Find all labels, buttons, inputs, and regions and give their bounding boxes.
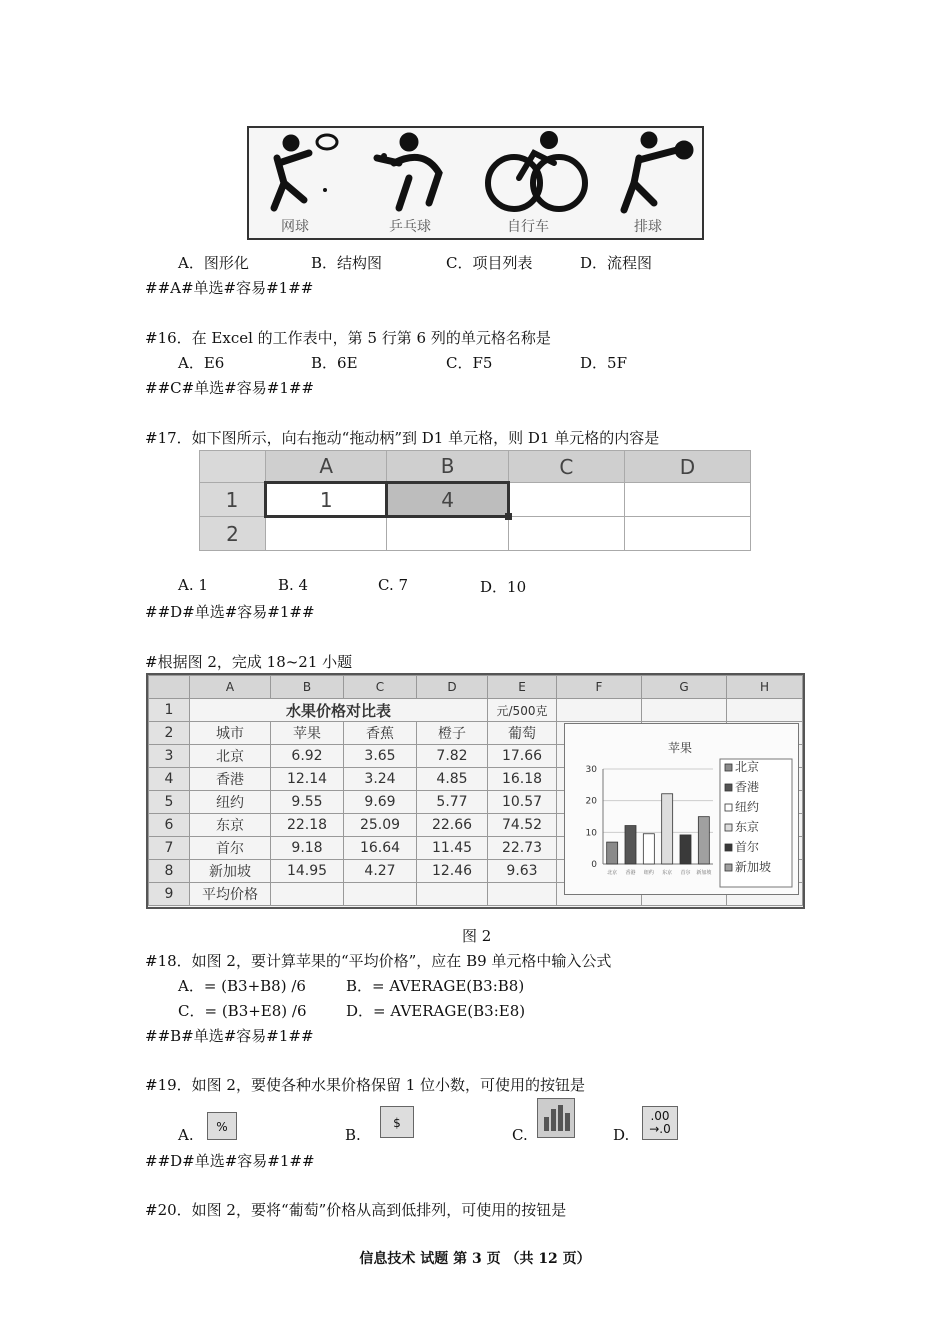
fig2-col-f: F <box>557 676 642 699</box>
chart-bars-icon <box>538 1099 574 1137</box>
q17-answer-tag: ##D#单选#容易#1## <box>145 603 315 621</box>
col-header-d: D <box>624 451 750 483</box>
q15-option-d: D．流程图 <box>580 254 653 272</box>
figure-2-caption: 图 2 <box>462 927 492 945</box>
percent-style-icon: % <box>207 1112 237 1140</box>
q16-option-b: B．6E <box>311 354 358 372</box>
table-cell: 9.18 <box>271 837 344 860</box>
q15-option-a: A．图形化 <box>178 254 249 272</box>
table-cell: 3.65 <box>344 745 417 768</box>
table-cell: 7.82 <box>417 745 488 768</box>
cell-a2 <box>266 517 387 551</box>
q19-option-a: A. <box>178 1126 194 1144</box>
table-cell: 9.69 <box>344 791 417 814</box>
table-cell: 3.24 <box>344 768 417 791</box>
cell-d2 <box>624 517 750 551</box>
q19-option-d: D. <box>613 1126 630 1144</box>
legend-label: 纽约 <box>735 800 760 814</box>
y-tick-label: 10 <box>585 828 597 839</box>
y-tick-label: 0 <box>591 860 597 870</box>
table-cell: 4.85 <box>417 768 488 791</box>
bar-5 <box>680 835 691 864</box>
fig2-col-b: B <box>271 676 344 699</box>
table-cell: 9.55 <box>271 791 344 814</box>
cell-c2 <box>508 517 624 551</box>
q15-option-c: C．项目列表 <box>446 254 533 272</box>
q18-stem: #18．如图 2，要计算苹果的“平均价格”，应在 B9 单元格中输入公式 <box>145 952 612 970</box>
legend-swatch <box>725 764 732 771</box>
row-header-2: 2 <box>200 517 266 551</box>
row-header-1: 1 <box>200 483 266 517</box>
table-cell: 14.95 <box>271 860 344 883</box>
fig2-col-a: A <box>190 676 271 699</box>
table-cell: 5.77 <box>417 791 488 814</box>
caption-tennis: 网球 <box>281 219 309 235</box>
q17-option-b: B. 4 <box>278 576 309 594</box>
q16-option-a: A．E6 <box>178 354 225 372</box>
legend-swatch <box>725 804 732 811</box>
q15-answer-tag: ##A#单选#容易#1## <box>145 279 314 297</box>
q18-option-b: B．= AVERAGE(B3:B8) <box>346 977 525 995</box>
legend-label: 首尔 <box>735 840 760 854</box>
legend-swatch <box>725 844 732 851</box>
fig2-col-h: H <box>727 676 803 699</box>
table-cell: 6.92 <box>271 745 344 768</box>
fig2-corner <box>149 676 190 699</box>
bar-1 <box>607 842 618 864</box>
table-cell: 25.09 <box>344 814 417 837</box>
table-cell: 22.73 <box>488 837 557 860</box>
table-cell: 22.18 <box>271 814 344 837</box>
fig2-col-g: G <box>642 676 727 699</box>
table-cell: 16.64 <box>344 837 417 860</box>
table-cell: 9.63 <box>488 860 557 883</box>
fig2-header-grape: 葡萄 <box>488 722 557 745</box>
table-cell: 17.66 <box>488 745 557 768</box>
legend-label: 香港 <box>735 780 760 794</box>
figure-2-spreadsheet: A B C D E F G H 1 水果价格对比表 元/500克 2 城市 苹果 香蕉 橙子 葡萄 3 北京 6.92 3.65 7.82 17.66 4 香港 12.14 3.24 4.85 16.18 5 纽约 9.55 9.69 5.77 10.57 6 东京 22.18 25.09 22.66 74.52 7 首尔 9.18 16.64 11.45 22.73 8 新加坡 14.95 4.27 12.46 9.63 9 平均价格 苹果 30 20 10 0 北京 香港 纽约 东京 首尔 新加坡 北京 香港 纽约 东京 首尔 新加坡 <box>146 673 805 909</box>
section-intro: #根据图 2，完成 18~21 小题 <box>145 653 353 671</box>
fig2-col-d: D <box>417 676 488 699</box>
table-cell: 12.14 <box>271 768 344 791</box>
fig2-col-e: E <box>488 676 557 699</box>
x-tick-label: 香港 <box>625 870 636 876</box>
x-tick-label: 首尔 <box>680 870 691 876</box>
bar-6 <box>698 817 709 864</box>
q19-option-c: C. <box>512 1126 528 1144</box>
volleyball-icon <box>624 135 690 210</box>
cycling-icon <box>488 134 585 209</box>
q20-stem: #20．如图 2，要将“葡萄”价格从高到低排列，可使用的按钮是 <box>145 1201 567 1219</box>
q18-option-d: D．= AVERAGE(B3:E8) <box>346 1002 526 1020</box>
table-cell: 11.45 <box>417 837 488 860</box>
table-cell: 10.57 <box>488 791 557 814</box>
fill-handle[interactable] <box>505 513 512 520</box>
fig2-header-banana: 香蕉 <box>344 722 417 745</box>
col-header-a: A <box>266 451 387 483</box>
q17-stem: #17．如下图所示，向右拖动“拖动柄”到 D1 单元格，则 D1 单元格的内容是 <box>145 429 660 447</box>
q18-option-c: C．= (B3+E8) /6 <box>178 1002 307 1020</box>
x-tick-label: 新加坡 <box>696 870 712 876</box>
q15-option-b: B．结构图 <box>311 254 383 272</box>
chart-svg <box>565 724 798 894</box>
page-footer: 信息技术 试题 第 3 页 （共 12 页） <box>359 1251 591 1267</box>
cell-d1 <box>624 483 750 517</box>
q19-option-b: B. <box>345 1126 361 1144</box>
cell-b2 <box>387 517 508 551</box>
apple-price-chart <box>564 723 799 895</box>
q17-option-a: A. 1 <box>178 576 208 594</box>
bar-2 <box>625 826 636 864</box>
q18-option-a: A．= (B3+B8) /6 <box>178 977 306 995</box>
fig2-unit: 元/500克 <box>488 699 557 722</box>
legend-label: 北京 <box>735 760 760 774</box>
table-cell: 首尔 <box>190 837 271 860</box>
x-tick-label: 北京 <box>607 870 618 876</box>
bar-3 <box>643 834 654 864</box>
table-cell: 新加坡 <box>190 860 271 883</box>
legend-label: 东京 <box>735 820 760 834</box>
table-cell: 16.18 <box>488 768 557 791</box>
caption-cycling: 自行车 <box>507 219 549 235</box>
legend-swatch <box>725 824 732 831</box>
q19-stem: #19．如图 2，要使各种水果价格保留 1 位小数，可使用的按钮是 <box>145 1076 586 1094</box>
x-tick-label: 东京 <box>662 870 673 876</box>
chart-wizard-icon <box>537 1098 575 1138</box>
decrease-decimal-icon: .00 →.0 <box>642 1106 678 1140</box>
bar-4 <box>662 794 673 864</box>
cell-c1 <box>508 483 624 517</box>
sports-pictogram-figure <box>247 126 704 240</box>
table-cell: 香港 <box>190 768 271 791</box>
table-cell: 4.27 <box>344 860 417 883</box>
cell-b1-value: 4 <box>441 487 454 512</box>
currency-style-icon: $ <box>380 1106 414 1138</box>
legend-swatch <box>725 864 732 871</box>
fig2-header-orange: 橙子 <box>417 722 488 745</box>
caption-table-tennis: 乒乓球 <box>389 219 431 235</box>
chart-title: 苹果 <box>667 741 693 755</box>
table-cell: 东京 <box>190 814 271 837</box>
q17-excel-grid <box>199 450 751 550</box>
fig2-row-2: 2 <box>149 722 190 745</box>
legend-label: 新加坡 <box>735 860 772 874</box>
q19-answer-tag: ##D#单选#容易#1## <box>145 1152 315 1170</box>
q18-answer-tag: ##B#单选#容易#1## <box>145 1027 314 1045</box>
tennis-icon <box>274 135 337 208</box>
fig2-col-c: C <box>344 676 417 699</box>
cell-b1 <box>387 483 508 517</box>
fig2-header-apple: 苹果 <box>271 722 344 745</box>
q17-option-c: C. 7 <box>378 576 409 594</box>
grid-corner <box>200 451 266 483</box>
table-cell: 22.66 <box>417 814 488 837</box>
q16-option-d: D．5F <box>580 354 627 372</box>
table-cell: 北京 <box>190 745 271 768</box>
legend-swatch <box>725 784 732 791</box>
caption-volleyball: 排球 <box>634 219 662 235</box>
table-cell: 74.52 <box>488 814 557 837</box>
q16-option-c: C．F5 <box>446 354 493 372</box>
fig2-title: 水果价格对比表 <box>190 699 488 722</box>
q16-answer-tag: ##C#单选#容易#1## <box>145 379 314 397</box>
col-header-c: C <box>508 451 624 483</box>
table-cell: 12.46 <box>417 860 488 883</box>
y-tick-label: 20 <box>585 796 597 807</box>
x-tick-label: 纽约 <box>643 870 654 876</box>
q17-option-d: D．10 <box>480 578 527 596</box>
col-header-b: B <box>387 451 508 483</box>
fig2-row-1: 1 <box>149 699 190 722</box>
fig2-average-label: 平均价格 <box>190 883 271 906</box>
cell-a1: 1 <box>266 483 387 517</box>
y-tick-label: 30 <box>585 765 597 775</box>
fig2-header-city: 城市 <box>190 722 271 745</box>
table-tennis-icon <box>377 136 439 208</box>
q16-stem: #16．在 Excel 的工作表中，第 5 行第 6 列的单元格名称是 <box>145 329 551 347</box>
table-cell: 纽约 <box>190 791 271 814</box>
